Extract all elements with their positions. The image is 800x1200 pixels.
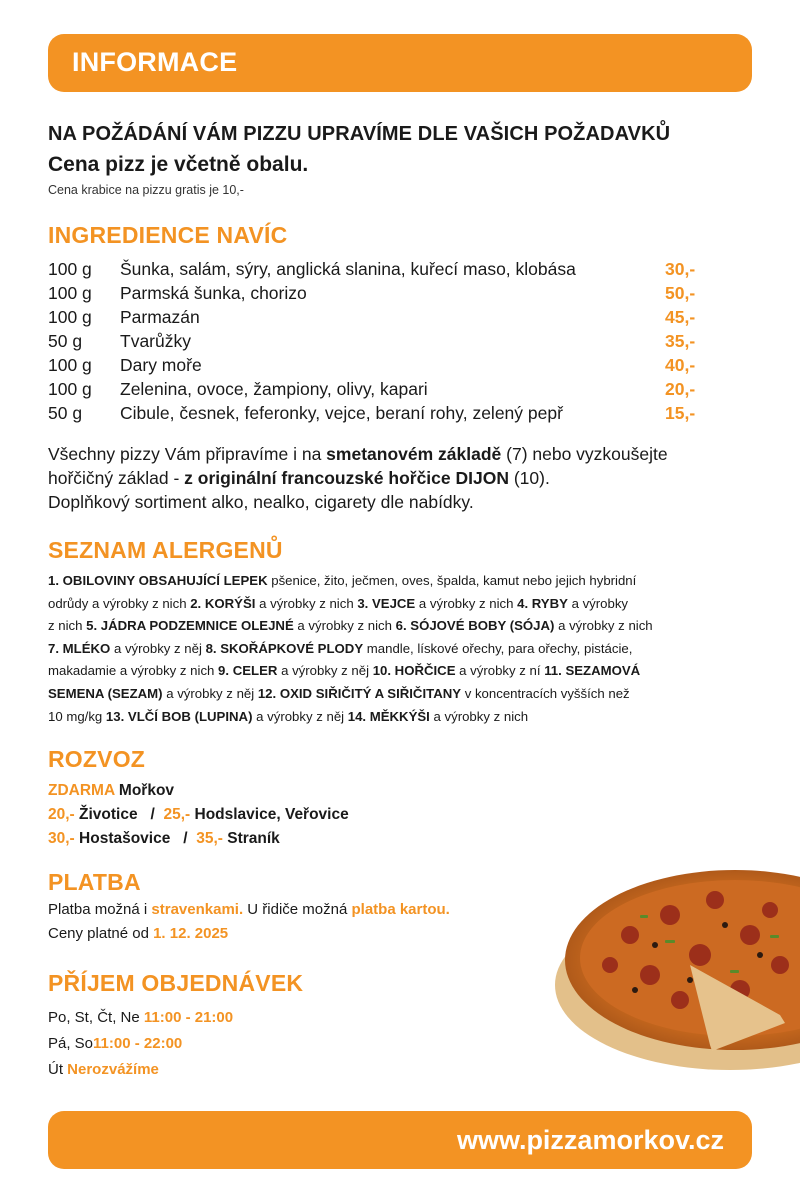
extra-price: 50,- [665, 283, 696, 303]
extra-price: 20,- [665, 379, 696, 399]
website-link[interactable]: www.pizzamorkov.cz [456, 1125, 724, 1155]
extra-name: Dary moře [120, 355, 202, 375]
extra-price: 15,- [665, 403, 696, 423]
extra-amount: 100 g [48, 283, 92, 303]
extra-row [48, 329, 728, 353]
opening-hours: Po, St, Čt, Ne 11:00 - 21:00 Pá, So11:00 - 22:00 Út Nerozvážíme [48, 1009, 234, 1078]
extra-name: Parmazán [120, 307, 200, 327]
box-price-note: Cena krabice na pizzu gratis je 10,- [48, 183, 244, 197]
base-info: Všechny pizzy Vám připravíme i na smetanovém základě (7) nebo vyzkoušejte hořčičný základ - z originální francouzské hořčice DIJON (10). Doplňkový sortiment alko, nealko, cigarety dle nabídky. [48, 444, 668, 512]
extra-price: 35,- [665, 331, 696, 351]
header-banner [48, 34, 752, 92]
extra-row [48, 377, 728, 401]
payment-title: PLATBA [48, 869, 141, 895]
extra-row [48, 257, 728, 281]
extras-list [48, 257, 728, 425]
extra-name: Parmská šunka, chorizo [120, 283, 307, 303]
hours-title: PŘÍJEM OBJEDNÁVEK [48, 970, 304, 996]
payment-info: Platba možná i stravenkami. U řidiče možná platba kartou. Ceny platné od 1. 12. 2025 [48, 901, 450, 942]
extra-amount: 100 g [48, 355, 92, 375]
extra-name: Šunka, salám, sýry, anglická slanina, kuřecí maso, klobása [120, 259, 576, 279]
delivery-info: ZDARMA Mořkov 20,- Životice / 25,- Hodslavice, Veřovice 30,- Hostašovice / 35,- Straník [48, 782, 349, 847]
extra-price: 45,- [665, 307, 696, 327]
extra-amount: 50 g [48, 331, 83, 351]
pizza-image [540, 815, 800, 1075]
extra-amount: 100 g [48, 259, 92, 279]
extra-amount: 50 g [48, 403, 83, 423]
extra-row [48, 281, 728, 305]
extras-title: INGREDIENCE NAVÍC [48, 222, 288, 248]
intro-subheadline: Cena pizz je včetně obalu. [48, 153, 309, 176]
intro-headline: NA POŽÁDÁNÍ VÁM PIZZU UPRAVÍME DLE VAŠICH POŽADAVKŮ [48, 123, 671, 145]
allergens-list: 1. OBILOVINY OBSAHUJÍCÍ LEPEK pšenice, žito, ječmen, oves, špalda, kamut nebo jejich hybridní odrůdy a výrobky z nich 2. KORÝŠI a výrobky z nich 3. VEJCE a výrobky z nich 4. RYBY a výrobky z nich 5. JÁDRA PODZEMNICE OLEJNÉ a výrobky z nich 6. SÓJOVÉ BOBY (SÓJA) a výrobky z nich 7. MLÉKO a výrobky z něj 8. SKOŘÁPKOVÉ PLODY mandle, lískové ořechy, para ořechy, pistácie, makadamie a výrobky z nich 9. CELER a výrobky z něj 10. HOŘČICE a výrobky z ní 11. SEZAMOVÁ SEMENA (SEZAM) a výrobky z něj 12. OXID SIŘIČITÝ A SIŘIČITANY v koncentracích vyšších než 10 mg/kg 13. VLČÍ BOB (LUPINA) a výrobky z něj 14. MĚKKÝŠI a výrobky z nich [48, 573, 653, 724]
allergens-title: SEZNAM ALERGENŮ [48, 537, 283, 563]
extra-amount: 100 g [48, 379, 92, 399]
extra-price: 40,- [665, 355, 696, 375]
extra-name: Zelenina, ovoce, žampiony, olivy, kapari [120, 379, 428, 399]
extra-row [48, 353, 728, 377]
extra-name: Tvarůžky [120, 331, 191, 351]
extra-amount: 100 g [48, 307, 92, 327]
extra-name: Cibule, česnek, feferonky, vejce, beraní rohy, zelený pepř [120, 403, 563, 423]
delivery-title: ROZVOZ [48, 746, 146, 772]
extra-price: 30,- [665, 259, 696, 279]
header-title: INFORMACE [72, 47, 238, 77]
extra-row [48, 305, 728, 329]
extra-row [48, 401, 728, 425]
footer-banner [48, 1111, 752, 1169]
